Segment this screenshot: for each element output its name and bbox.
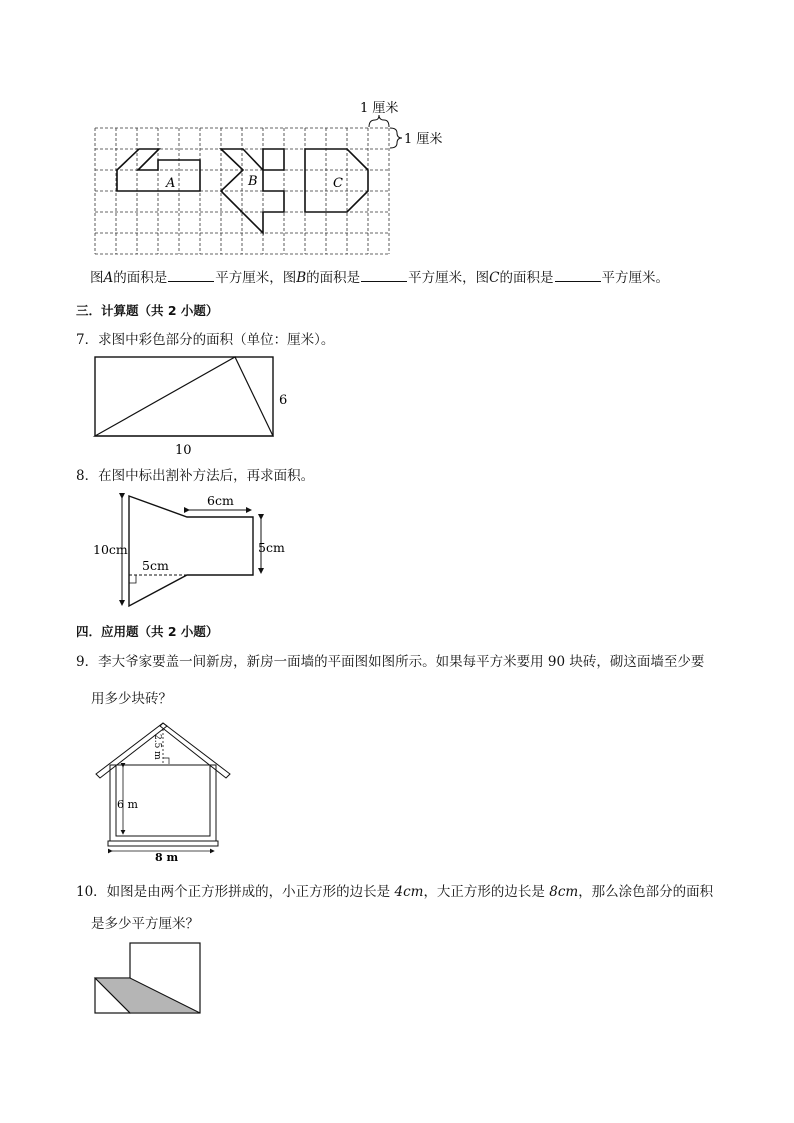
- shaded-region: [95, 978, 200, 1013]
- q8-figure: [80, 488, 310, 613]
- answer-blank-c[interactable]: [555, 269, 601, 282]
- label-a: A: [166, 176, 176, 191]
- q9-line1: 9．李大爷家要盖一间新房，新房一面墙的平面图如图所示。如果每平方米要用 90 块砖，砌这面墙至少要: [76, 654, 705, 670]
- q8-text: 8．在图中标出割补方法后，再求面积。: [76, 468, 315, 484]
- answer-blank-a[interactable]: [168, 269, 214, 282]
- q7-rectangle: [95, 357, 273, 436]
- q8-left-label: 10cm: [93, 542, 128, 557]
- q8-top-label: 6cm: [207, 493, 234, 508]
- q8-right-angle: [129, 575, 136, 583]
- unit-top-label: 1 厘米: [360, 101, 399, 116]
- label-c: C: [333, 176, 343, 191]
- q8-inner-label: 5cm: [142, 558, 169, 573]
- q6-grid-figure: [0, 0, 794, 260]
- q8-shape: [129, 496, 253, 606]
- q7-height-label: 6: [279, 393, 288, 408]
- q7-text: 7．求图中彩色部分的面积（单位：厘米）。: [76, 332, 335, 348]
- unit-right-label: 1 厘米: [404, 132, 443, 147]
- roof-right-angle: [163, 758, 169, 764]
- q9-line2: 用多少块砖？: [91, 691, 172, 707]
- q10-line1: 10．如图是由两个正方形拼成的，小正方形的边长是 4cm，大正方形的边长是 8cm，那么涂色部分的面积: [76, 884, 714, 900]
- section4-title: 四．应用题（共 2 小题）: [76, 624, 219, 639]
- roof-height-label: 2.5 m: [152, 734, 162, 760]
- q7-width-label: 10: [175, 443, 192, 458]
- section3-title: 三．计算题（共 2 小题）: [76, 303, 219, 318]
- floor-base: [108, 841, 218, 846]
- q10-figure: [90, 938, 210, 1018]
- roof-right-strip: [160, 723, 230, 778]
- label-b: B: [248, 174, 258, 189]
- answer-blank-b[interactable]: [361, 269, 407, 282]
- q9-house-figure: [90, 718, 240, 863]
- right-brace: [390, 128, 402, 148]
- q8-right-label: 5cm: [258, 540, 285, 555]
- q10-line2: 是多少平方厘米？: [91, 916, 199, 932]
- height-label: 6 m: [117, 798, 138, 811]
- width-label: 8 m: [155, 851, 179, 863]
- q7-figure: [80, 350, 310, 460]
- top-brace: [369, 115, 389, 127]
- q7-triangle: [95, 357, 273, 436]
- q6-answer-line: 图A的面积是 平方厘米，图B的面积是 平方厘米，图C的面积是 平方厘米。: [90, 270, 670, 286]
